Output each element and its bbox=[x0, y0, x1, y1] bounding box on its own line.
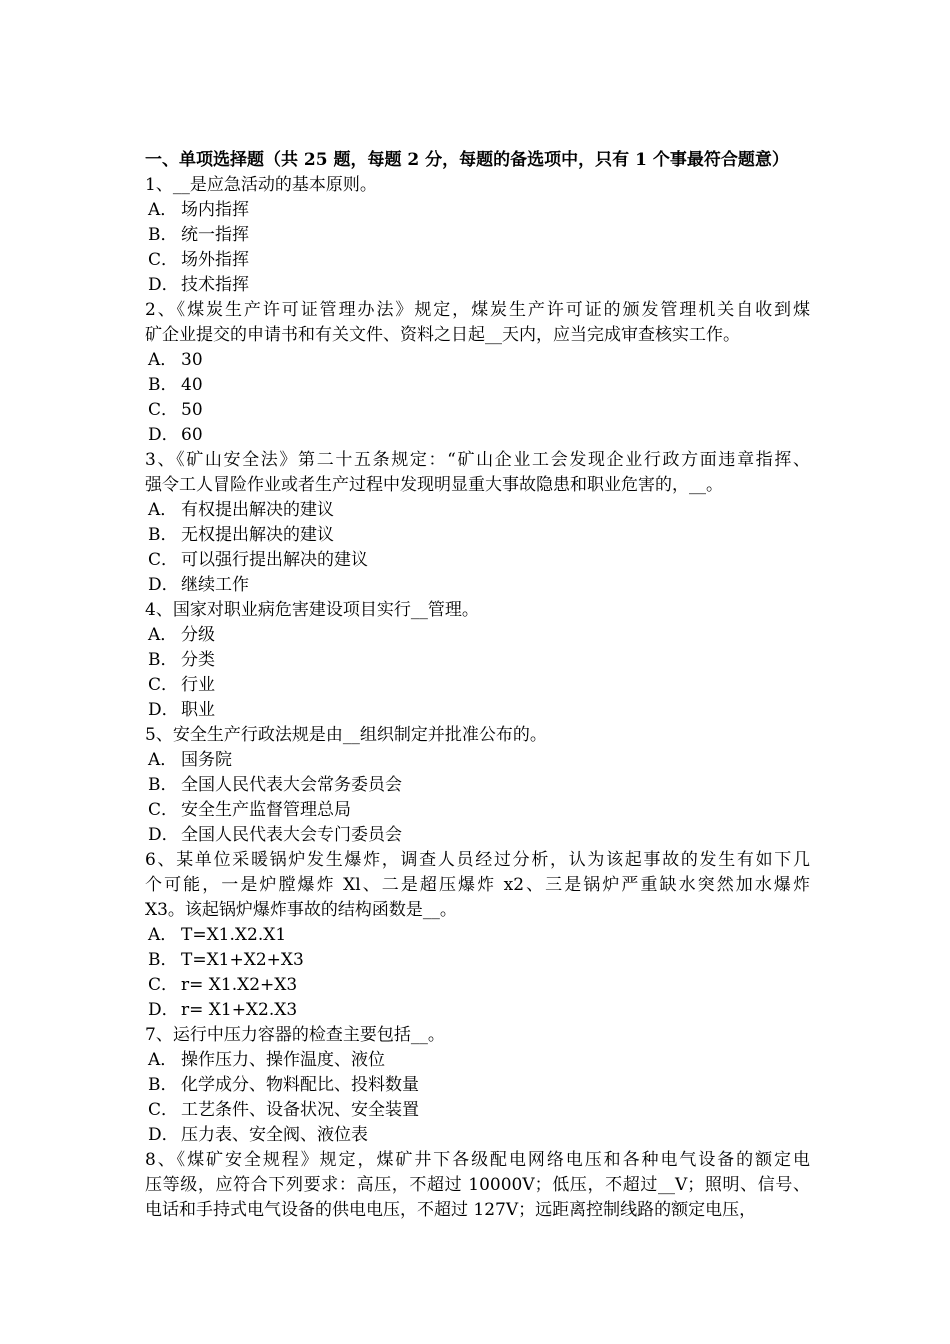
option-letter: C． bbox=[148, 1100, 179, 1120]
answer-option bbox=[145, 548, 810, 573]
question-text bbox=[145, 298, 810, 348]
question-list bbox=[145, 173, 810, 1223]
option-text: 压力表、安全阀、液位表 bbox=[181, 1125, 368, 1145]
question-3 bbox=[145, 448, 810, 598]
question-text-line: X3。该起锅炉爆炸事故的结构函数是__。 bbox=[145, 900, 457, 920]
option-letter: C． bbox=[148, 975, 179, 995]
answer-option bbox=[145, 373, 810, 398]
option-text: 继续工作 bbox=[181, 575, 249, 595]
option-text: T=X1+X2+X3 bbox=[181, 950, 304, 970]
option-letter: A． bbox=[148, 625, 178, 645]
question-1 bbox=[145, 173, 810, 298]
question-text-line: 电话和手持式电气设备的供电电压，不超过 127V；远距离控制线路的额定电压， bbox=[145, 1200, 757, 1220]
question-8 bbox=[145, 1148, 810, 1223]
answer-option bbox=[145, 823, 810, 848]
option-letter: A． bbox=[148, 750, 178, 770]
question-text bbox=[145, 448, 810, 498]
option-letter: B． bbox=[148, 525, 178, 545]
option-text: T=X1.X2.X1 bbox=[181, 925, 287, 945]
document-page bbox=[145, 148, 810, 1223]
answer-option bbox=[145, 1098, 810, 1123]
answer-option bbox=[145, 1048, 810, 1073]
question-text-line: 1、__是应急活动的基本原则。 bbox=[145, 175, 377, 195]
question-text-line: 个可能，一是炉膛爆炸 Xl、二是超压爆炸 x2、三是锅炉严重缺水突然加水爆炸 bbox=[145, 875, 810, 895]
option-letter: B． bbox=[148, 950, 178, 970]
option-letter: A． bbox=[148, 925, 178, 945]
answer-option bbox=[145, 1123, 810, 1148]
section-heading: 一、单项选择题（共 25 题，每题 2 分，每题的备选项中，只有 1 个事最符合题意） bbox=[145, 150, 789, 170]
option-text: 操作压力、操作温度、液位 bbox=[181, 1050, 385, 1070]
question-text-line: 8、《煤矿安全规程》规定，煤矿井下各级配电网络电压和各种电气设备的额定电 bbox=[145, 1150, 810, 1170]
option-text: 全国人民代表大会专门委员会 bbox=[181, 825, 402, 845]
question-text-line: 2、《煤炭生产许可证管理办法》规定，煤炭生产许可证的颁发管理机关自收到煤 bbox=[145, 300, 810, 320]
answer-option bbox=[145, 923, 810, 948]
option-text: 全国人民代表大会常务委员会 bbox=[181, 775, 402, 795]
option-letter: D． bbox=[148, 700, 179, 720]
answer-option bbox=[145, 273, 810, 298]
option-letter: D． bbox=[148, 575, 179, 595]
option-text: 工艺条件、设备状况、安全装置 bbox=[181, 1100, 419, 1120]
answer-option bbox=[145, 973, 810, 998]
option-letter: D． bbox=[148, 825, 179, 845]
question-text-line: 6、某单位采暖锅炉发生爆炸，调查人员经过分析，认为该起事故的发生有如下几 bbox=[145, 850, 810, 870]
question-text-line: 矿企业提交的申请书和有关文件、资料之日起__天内，应当完成审查核实工作。 bbox=[145, 325, 740, 345]
answer-option bbox=[145, 498, 810, 523]
answer-option bbox=[145, 1073, 810, 1098]
option-letter: A． bbox=[148, 350, 178, 370]
option-text: 场内指挥 bbox=[181, 200, 249, 220]
option-text: 行业 bbox=[181, 675, 215, 695]
question-text-line: 4、国家对职业病危害建设项目实行__管理。 bbox=[145, 600, 479, 620]
answer-option bbox=[145, 398, 810, 423]
question-2 bbox=[145, 298, 810, 448]
option-text: 技术指挥 bbox=[181, 275, 249, 295]
question-text bbox=[145, 848, 810, 923]
answer-option bbox=[145, 248, 810, 273]
option-letter: A． bbox=[148, 500, 178, 520]
option-text: 分类 bbox=[181, 650, 215, 670]
option-letter: A． bbox=[148, 1050, 178, 1070]
option-text: 无权提出解决的建议 bbox=[181, 525, 334, 545]
answer-option bbox=[145, 223, 810, 248]
option-text: 30 bbox=[181, 350, 203, 370]
answer-option bbox=[145, 523, 810, 548]
answer-option bbox=[145, 748, 810, 773]
answer-option bbox=[145, 948, 810, 973]
option-letter: C． bbox=[148, 800, 179, 820]
question-text-line: 压等级，应符合下列要求：高压，不超过 10000V；低压，不超过__V；照明、信号、 bbox=[145, 1175, 810, 1195]
question-text bbox=[145, 1023, 810, 1048]
option-text: 场外指挥 bbox=[181, 250, 249, 270]
option-letter: C． bbox=[148, 400, 179, 420]
question-text bbox=[145, 173, 810, 198]
option-text: 化学成分、物料配比、投料数量 bbox=[181, 1075, 419, 1095]
question-text-line: 7、运行中压力容器的检查主要包括__。 bbox=[145, 1025, 445, 1045]
question-text bbox=[145, 598, 810, 623]
answer-option bbox=[145, 773, 810, 798]
answer-option bbox=[145, 698, 810, 723]
option-letter: C． bbox=[148, 550, 179, 570]
option-letter: B． bbox=[148, 375, 178, 395]
option-letter: D． bbox=[148, 425, 179, 445]
option-letter: B． bbox=[148, 225, 178, 245]
question-text-line: 5、安全生产行政法规是由__组织制定并批准公布的。 bbox=[145, 725, 547, 745]
option-text: 有权提出解决的建议 bbox=[181, 500, 334, 520]
question-text bbox=[145, 1148, 810, 1223]
option-text: 60 bbox=[181, 425, 203, 445]
option-text: 统一指挥 bbox=[181, 225, 249, 245]
option-letter: C． bbox=[148, 250, 179, 270]
question-5 bbox=[145, 723, 810, 848]
option-text: 国务院 bbox=[181, 750, 232, 770]
question-text-line: 3、《矿山安全法》第二十五条规定：“矿山企业工会发现企业行政方面违章指挥、 bbox=[145, 450, 810, 470]
answer-option bbox=[145, 198, 810, 223]
option-text: 职业 bbox=[181, 700, 215, 720]
answer-option bbox=[145, 623, 810, 648]
option-text: 50 bbox=[181, 400, 203, 420]
option-text: 40 bbox=[181, 375, 203, 395]
option-text: r= X1.X2+X3 bbox=[181, 975, 298, 995]
option-text: 可以强行提出解决的建议 bbox=[181, 550, 368, 570]
option-text: 安全生产监督管理总局 bbox=[181, 800, 351, 820]
answer-option bbox=[145, 423, 810, 448]
option-letter: D． bbox=[148, 275, 179, 295]
question-text-line: 强令工人冒险作业或者生产过程中发现明显重大事故隐患和职业危害的，__。 bbox=[145, 475, 723, 495]
question-text bbox=[145, 723, 810, 748]
question-7 bbox=[145, 1023, 810, 1148]
option-letter: D． bbox=[148, 1125, 179, 1145]
option-letter: C． bbox=[148, 675, 179, 695]
answer-option bbox=[145, 648, 810, 673]
answer-option bbox=[145, 673, 810, 698]
option-letter: D． bbox=[148, 1000, 179, 1020]
question-4 bbox=[145, 598, 810, 723]
option-letter: B． bbox=[148, 1075, 178, 1095]
answer-option bbox=[145, 998, 810, 1023]
answer-option bbox=[145, 798, 810, 823]
option-letter: B． bbox=[148, 650, 178, 670]
answer-option bbox=[145, 573, 810, 598]
question-6 bbox=[145, 848, 810, 1023]
answer-option bbox=[145, 348, 810, 373]
option-text: r= X1+X2.X3 bbox=[181, 1000, 298, 1020]
option-letter: A． bbox=[148, 200, 178, 220]
option-letter: B． bbox=[148, 775, 178, 795]
option-text: 分级 bbox=[181, 625, 215, 645]
